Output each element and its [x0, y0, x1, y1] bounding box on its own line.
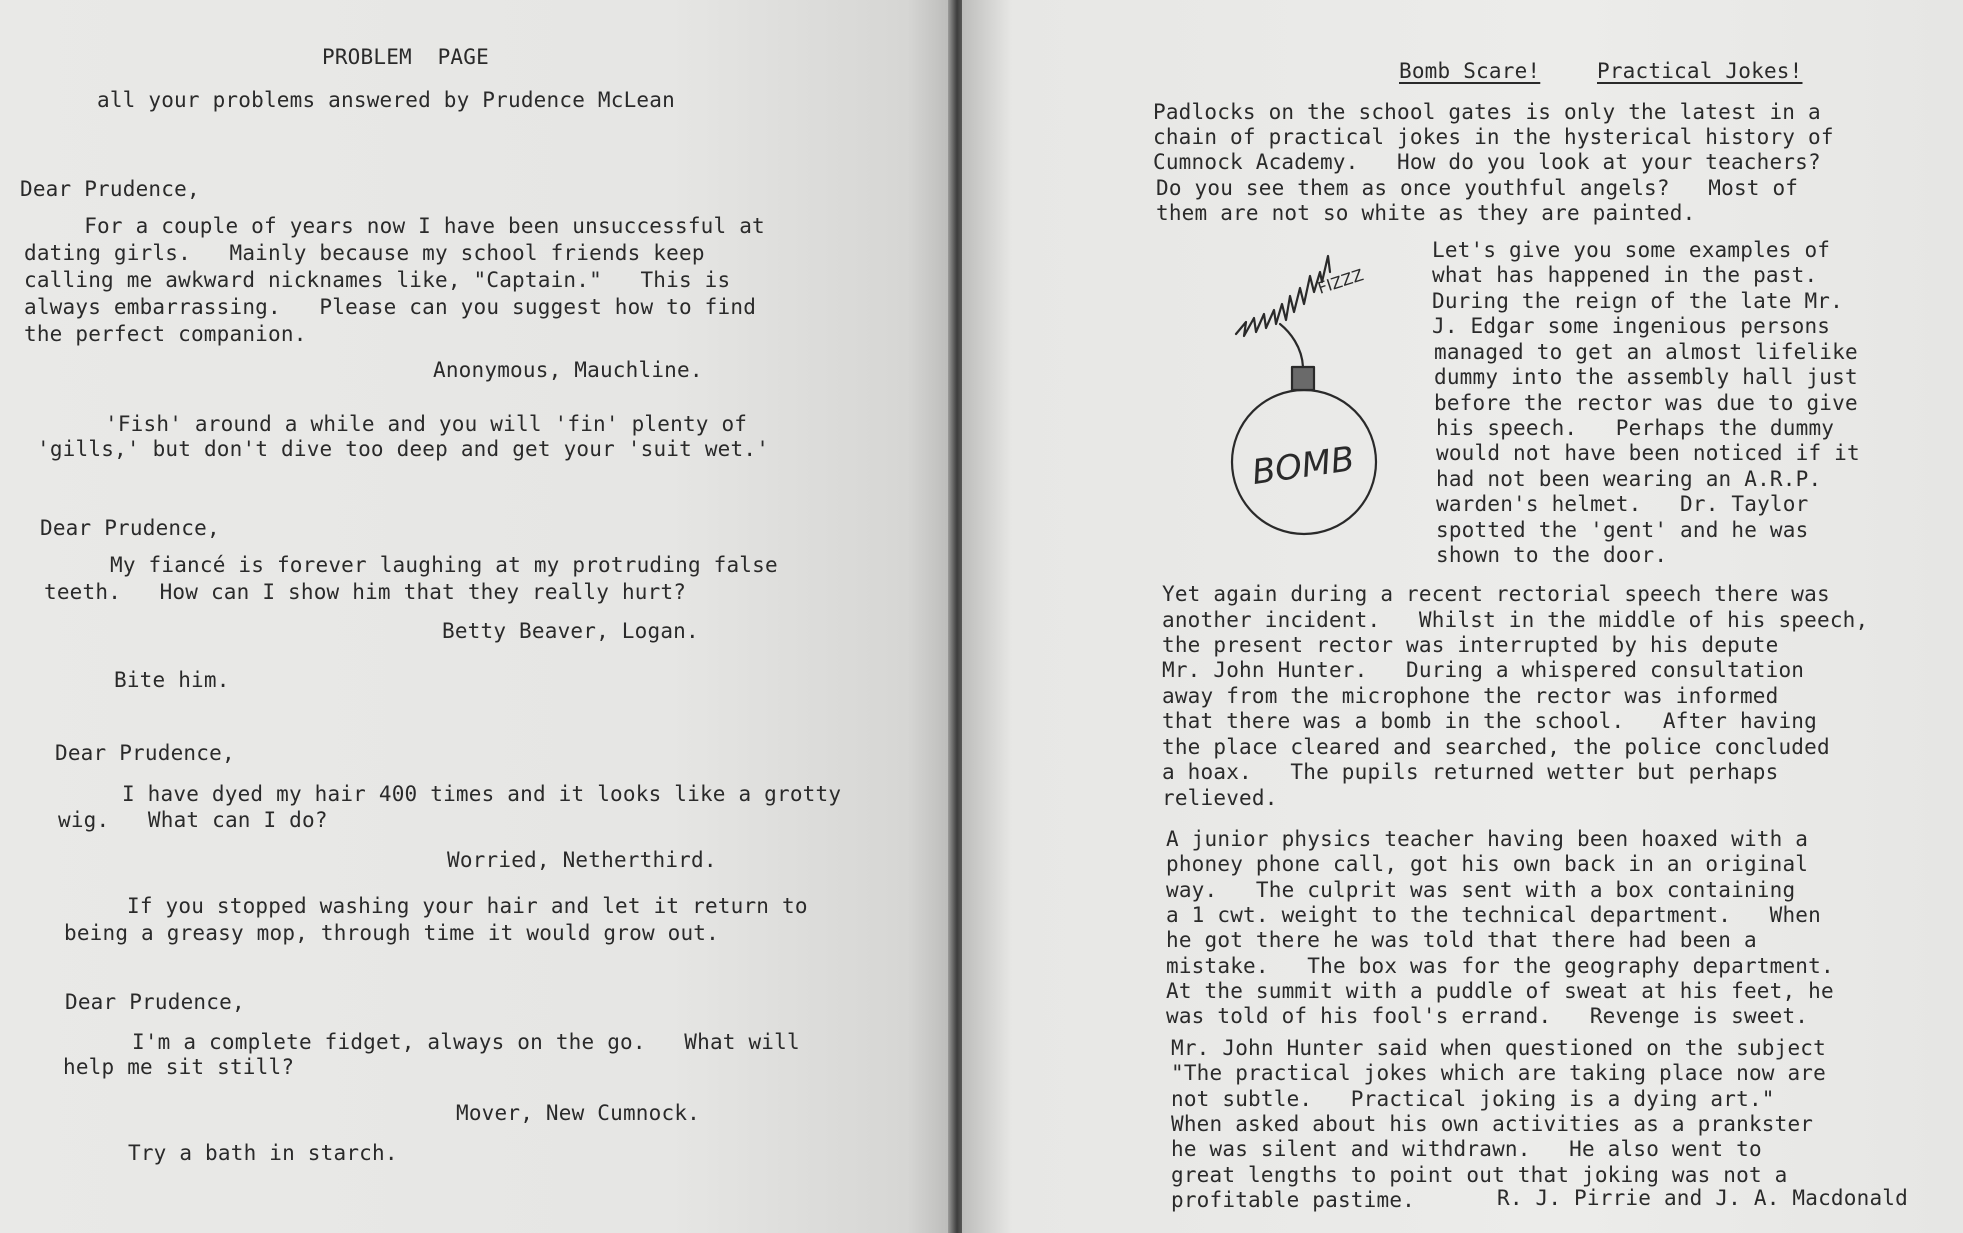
article-line: a hoax. The pupils returned wetter but perhaps: [1162, 760, 1779, 784]
bomb-cap: [1292, 367, 1314, 390]
bomb-drawing: [1224, 232, 1404, 552]
article-line: Let's give you some examples of: [1432, 238, 1831, 262]
letter-signature: Betty Beaver, Logan.: [442, 619, 699, 643]
article-line: would not have been noticed if it: [1436, 441, 1860, 465]
article-line: was told of his fool's errand. Revenge is sweet.: [1166, 1004, 1809, 1028]
article-line: not subtle. Practical joking is a dying art.": [1171, 1087, 1775, 1111]
article-line: shown to the door.: [1436, 543, 1668, 567]
article-line: relieved.: [1162, 786, 1278, 810]
letter-salutation: Dear Prudence,: [65, 990, 245, 1014]
article-line: spotted the 'gent' and he was: [1436, 518, 1809, 542]
article-line: Mr. John Hunter. During a whispered consultation: [1162, 658, 1805, 682]
problem-page-title: PROBLEM PAGE: [322, 45, 489, 69]
letter-salutation: Dear Prudence,: [20, 177, 200, 201]
article-line: Yet again during a recent rectorial speech there was: [1162, 582, 1830, 606]
letter-salutation: Dear Prudence,: [40, 516, 220, 540]
letter-body-line: wig. What can I do?: [58, 808, 328, 832]
letter-body-line: For a couple of years now I have been unsuccessful at: [20, 214, 765, 238]
article-line: way. The culprit was sent with a box containing: [1166, 878, 1796, 902]
article-line: Mr. John Hunter said when questioned on the subject: [1171, 1036, 1826, 1060]
article-last-line: profitable pastime.: [1171, 1188, 1416, 1212]
reply-line: If you stopped washing your hair and let it return to: [127, 894, 808, 918]
article-line: the present rector was interrupted by his depute: [1162, 633, 1779, 657]
article-line: Cumnock Academy. How do you look at your teachers?: [1153, 150, 1821, 174]
letter-body-line: I have dyed my hair 400 times and it looks like a grotty: [122, 782, 842, 806]
letter-signature: Mover, New Cumnock.: [456, 1101, 701, 1125]
article-line: a 1 cwt. weight to the technical department. When: [1166, 903, 1821, 927]
letter-signature: Anonymous, Mauchline.: [433, 358, 703, 382]
reply-line: Bite him.: [114, 668, 230, 692]
problem-page-subtitle: all your problems answered by Prudence McLean: [97, 88, 675, 112]
article-line: his speech. Perhaps the dummy: [1436, 416, 1835, 440]
article-line: away from the microphone the rector was informed: [1162, 684, 1779, 708]
article-line: Padlocks on the school gates is only the latest in a: [1153, 100, 1821, 124]
article-line: When asked about his own activities as a prankster: [1171, 1112, 1814, 1136]
article-line: dummy into the assembly hall just: [1434, 365, 1858, 389]
letter-body-line: the perfect companion.: [24, 322, 307, 346]
article-line: great lengths to point out that joking was not a: [1171, 1163, 1788, 1187]
problem-page: [0, 0, 955, 1233]
fizz-label: FIZZZ: [1315, 265, 1366, 298]
article-byline: R. J. Pirrie and J. A. Macdonald: [1497, 1186, 1908, 1210]
fizz-spark: [1236, 256, 1330, 336]
article-line: had not been wearing an A.R.P.: [1436, 467, 1822, 491]
article-line: the place cleared and searched, the police concluded: [1162, 735, 1830, 759]
article-line: chain of practical jokes in the hysterical history of: [1153, 125, 1834, 149]
article-line: what has happened in the past.: [1432, 263, 1818, 287]
article-line: warden's helmet. Dr. Taylor: [1436, 492, 1809, 516]
practical-jokes-heading: [1597, 59, 1803, 84]
letter-body-line: calling me awkward nicknames like, "Captain." This is: [24, 268, 731, 292]
article-line: At the summit with a puddle of sweat at his feet, he: [1166, 979, 1834, 1003]
letter-salutation: Dear Prudence,: [55, 741, 235, 765]
article-line: another incident. Whilst in the middle of his speech,: [1162, 608, 1869, 632]
letter-body-line: I'm a complete fidget, always on the go. What will: [132, 1030, 800, 1054]
heading-practical-jokes: Practical Jokes!: [1597, 59, 1803, 83]
article-line: A junior physics teacher having been hoaxed with a: [1166, 827, 1809, 851]
article-line: managed to get an almost lifelike: [1434, 340, 1858, 364]
article-line: Do you see them as once youthful angels? Most of: [1156, 176, 1799, 200]
reply-line: 'Fish' around a while and you will 'fin' plenty of: [105, 412, 748, 436]
bomb-fuse: [1280, 324, 1303, 367]
bomb-label: BOMB: [1249, 439, 1357, 494]
heading-bomb-scare: Bomb Scare!: [1399, 59, 1541, 83]
reply-line: being a greasy mop, through time it would grow out.: [64, 921, 719, 945]
letter-body-line: help me sit still?: [63, 1055, 295, 1079]
bomb-scare-heading: [1399, 59, 1540, 84]
letter-body-line: teeth. How can I show him that they really hurt?: [44, 580, 687, 604]
article-line: before the rector was due to give: [1434, 391, 1858, 415]
letter-body-line: always embarrassing. Please can you suggest how to find: [24, 295, 757, 319]
bomb-scare-page: [962, 0, 1963, 1233]
reply-line: 'gills,' but don't dive too deep and get your 'suit wet.': [37, 437, 770, 461]
article-line: J. Edgar some ingenious persons: [1432, 314, 1831, 338]
letter-body-line: My fiancé is forever laughing at my protruding false: [110, 553, 778, 577]
article-line: During the reign of the late Mr.: [1432, 289, 1843, 313]
article-line: them are not so white as they are painted.: [1156, 201, 1696, 225]
letter-signature: Worried, Netherthird.: [447, 848, 717, 872]
reply-line: Try a bath in starch.: [128, 1141, 398, 1165]
article-line: he was silent and withdrawn. He also went to: [1171, 1137, 1762, 1161]
article-line: mistake. The box was for the geography department.: [1166, 954, 1834, 978]
letter-body-line: dating girls. Mainly because my school friends keep: [24, 241, 705, 265]
article-line: he got there he was told that there had been a: [1166, 928, 1757, 952]
article-line: that there was a bomb in the school. After having: [1162, 709, 1817, 733]
article-line: phoney phone call, got his own back in an original: [1166, 852, 1809, 876]
article-line: "The practical jokes which are taking place now are: [1171, 1061, 1826, 1085]
